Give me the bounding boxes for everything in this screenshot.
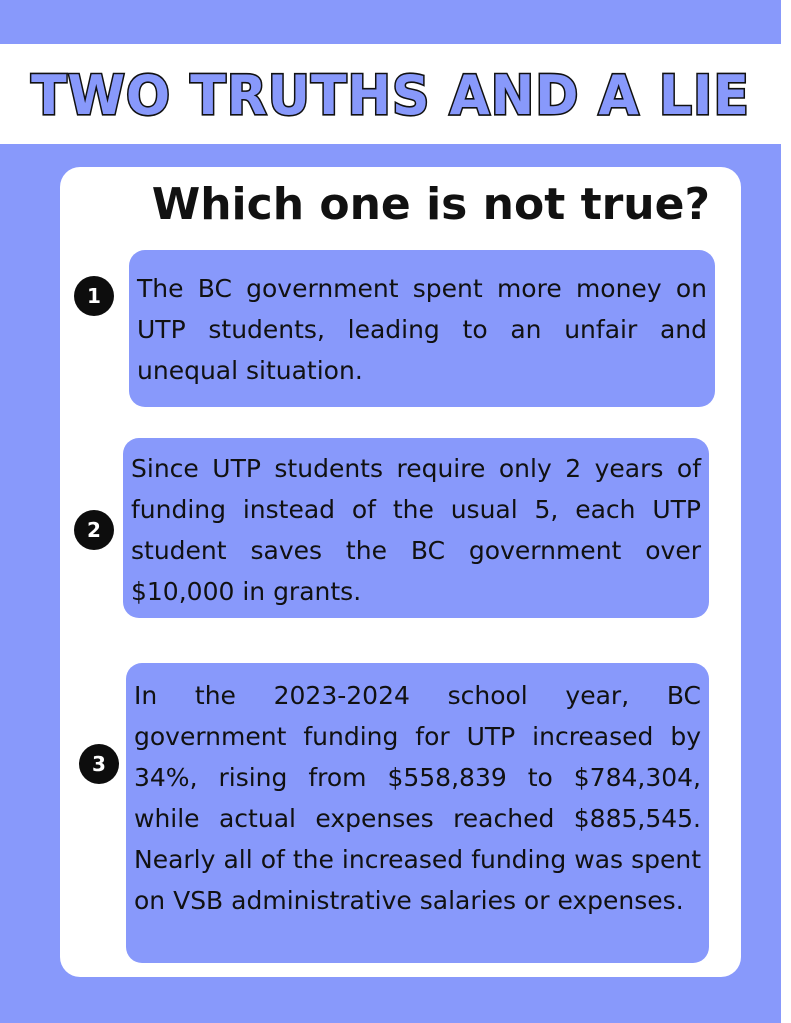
page-title: TWO TRUTHS AND A LIE <box>31 64 750 128</box>
statement-3: In the 2023-2024 school year, BC government funding for UTP increased by 34%, rising from $558,839 to $784,304, while actual expenses reached $885,545. Nearly all of the increased funding was spent on VSB administrative salaries or expenses. <box>126 663 709 963</box>
question-heading: Which one is not true? <box>151 179 710 230</box>
statement-2-number-badge: 2 <box>74 510 114 550</box>
top-band <box>0 0 781 44</box>
statement-1-number-badge: 1 <box>74 276 114 316</box>
statement-1: The BC government spent more money on UTP students, leading to an unfair and unequal situation. <box>129 250 715 407</box>
statement-3-number-badge: 3 <box>79 744 119 784</box>
statement-2: Since UTP students require only 2 years of funding instead of the usual 5, each UTP student saves the BC government over $10,000 in grants. <box>123 438 709 618</box>
